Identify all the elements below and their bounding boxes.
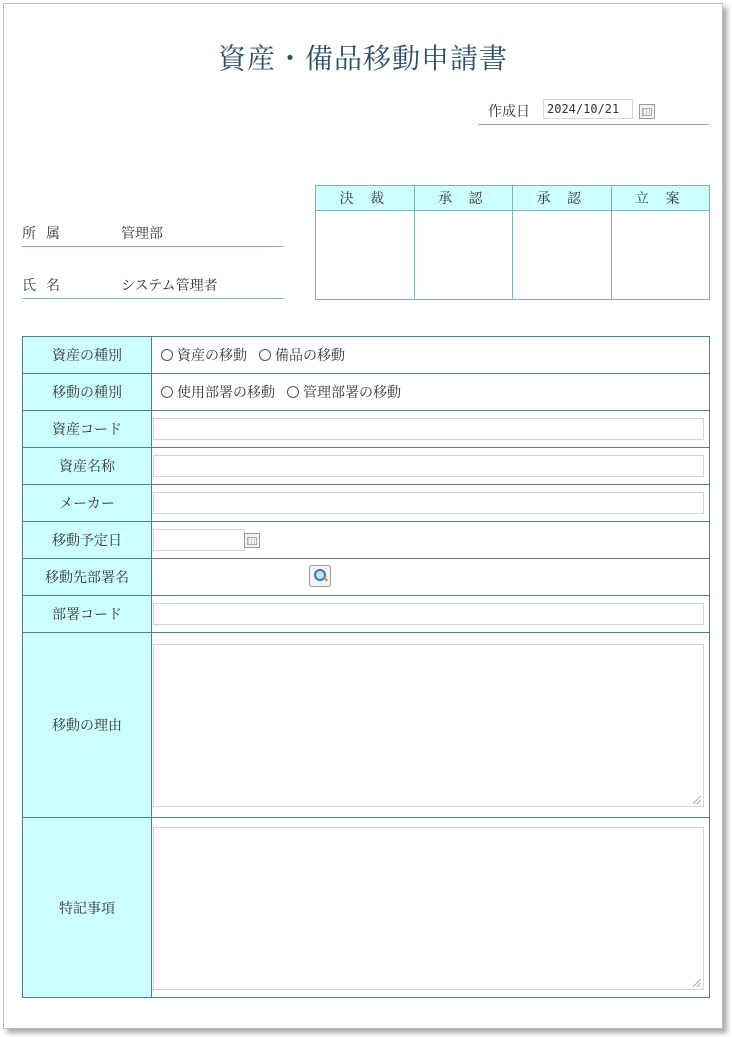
move-type-row [23, 374, 710, 411]
approval-header-decision: 決 裁 [316, 186, 415, 211]
dest-dept-label: 移動先部署名 [23, 559, 152, 596]
asset-code-label: 資産コード [23, 411, 152, 448]
asset-type-row [23, 337, 710, 374]
dept-code-input[interactable] [153, 603, 704, 625]
radio-asset-move[interactable]: 資産の移動 [161, 345, 247, 365]
radio-equipment-move[interactable]: 備品の移動 [259, 345, 345, 365]
approval-stamp-approve-2 [513, 211, 612, 300]
approval-header-draft: 立 案 [611, 186, 710, 211]
asset-type-label: 資産の種別 [23, 337, 152, 374]
calendar-icon[interactable] [639, 104, 655, 119]
move-date-row [23, 522, 710, 559]
reason-textarea[interactable] [153, 644, 704, 807]
approval-stamp-approve-1 [414, 211, 513, 300]
approval-stamp-table [315, 185, 710, 300]
radio-user-dept-move[interactable]: 使用部署の移動 [161, 382, 275, 402]
radio-icon [161, 349, 173, 361]
department-value: 管理部 [121, 226, 163, 242]
move-date-label: 移動予定日 [23, 522, 152, 559]
created-date-row [478, 98, 709, 125]
approval-stamp-draft [611, 211, 710, 300]
name-value: システム管理者 [121, 278, 218, 294]
form-sheet [3, 3, 723, 1029]
reason-row [23, 633, 710, 818]
notes-label: 特記事項 [23, 818, 152, 998]
department-label: 所属 [22, 226, 70, 242]
radio-icon [287, 386, 299, 398]
notes-row [23, 818, 710, 998]
resize-grip-icon[interactable] [693, 979, 701, 987]
radio-manage-dept-move[interactable]: 管理部署の移動 [287, 382, 401, 402]
asset-name-label: 資産名称 [23, 448, 152, 485]
dept-code-label: 部署コード [23, 596, 152, 633]
notes-textarea[interactable] [153, 827, 704, 990]
asset-name-row [23, 448, 710, 485]
approval-header-approve-2: 承 認 [513, 186, 612, 211]
search-icon[interactable] [309, 565, 331, 587]
created-date-label: 作成日 [488, 104, 530, 120]
move-date-input[interactable] [153, 529, 245, 551]
asset-code-row [23, 411, 710, 448]
created-date-input[interactable]: 2024/10/21 [543, 99, 633, 119]
asset-name-input[interactable] [153, 455, 704, 477]
maker-input[interactable] [153, 492, 704, 514]
dest-dept-row [23, 559, 710, 596]
radio-icon [161, 386, 173, 398]
resize-grip-icon[interactable] [693, 796, 701, 804]
approval-stamp-decision [316, 211, 415, 300]
maker-row [23, 485, 710, 522]
dept-code-row [23, 596, 710, 633]
calendar-icon[interactable] [244, 533, 260, 548]
department-row [22, 220, 283, 247]
maker-label: メーカー [23, 485, 152, 522]
radio-icon [259, 349, 271, 361]
approval-header-approve-1: 承 認 [414, 186, 513, 211]
name-row [22, 272, 283, 299]
name-label: 氏名 [22, 278, 70, 294]
asset-code-input[interactable] [153, 418, 704, 440]
move-type-label: 移動の種別 [23, 374, 152, 411]
application-form-table [22, 336, 710, 998]
page-title: 資産・備品移動申請書 [217, 42, 508, 75]
reason-label: 移動の理由 [23, 633, 152, 818]
